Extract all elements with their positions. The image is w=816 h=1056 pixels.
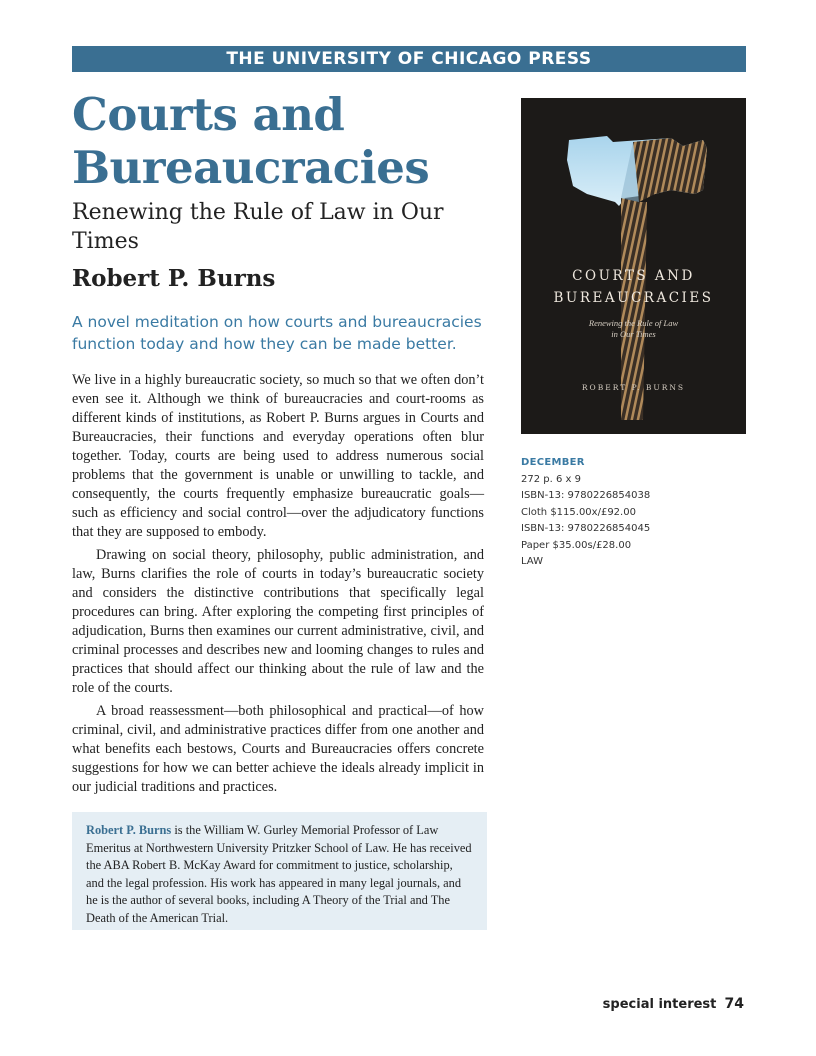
description-paragraph-2: Drawing on social theory, philosophy, public administration, and law, Burns clarifies the role of courts in today’s bureaucratic society and considers the distinctive contributions that specifically legal procedures can bring. After exploring the competing first principles of adjudication, Burns then examines our current administrative, civil, and criminal processes and describes new and looming changes to rules and practices that should affect our thinking about the rule of law and the role of the courts. — [72, 547, 484, 696]
description-paragraph-3: A broad reassessment—both philosophical and practical—of how criminal, civil, and administrative practices differ from one another and what benefits each bestows, Courts and Bureaucracies offers concrete suggestions for how we can better achieve the ideals already implicit in our judicial traditions and practices. — [72, 703, 484, 795]
bio-text: is the William W. Gurley Memorial Professor of Law Emeritus at Northwestern University Pritzker School of Law. He has received the ABA Robert B. McKay Award for commitment to justice, scholarship, and the legal profession. His work has appeared in many legal journals, and he is the author of several books, including A Theory of the Trial and The Death of the American Trial. — [86, 823, 472, 925]
book-description — [72, 371, 484, 801]
page-number: 74 — [724, 996, 744, 1012]
publication-month: DECEMBER — [521, 457, 585, 468]
book-subtitle: Renewing the Rule of Law in Our Times — [72, 200, 444, 254]
cover-title-line-2: BUREAUCRACIES — [553, 290, 714, 306]
book-author: Robert P. Burns — [72, 265, 276, 292]
isbn-paper: ISBN-13: 9780226854045 — [521, 523, 651, 534]
isbn-cloth: ISBN-13: 9780226854038 — [521, 490, 651, 501]
paper-price: Paper $35.00s/£28.00 — [521, 539, 632, 551]
footer-section: special interest — [602, 997, 717, 1012]
author-bio-box — [72, 812, 487, 930]
cloth-price: Cloth $115.00x/£92.00 — [521, 506, 636, 518]
description-paragraph-1: We live in a highly bureaucratic society, so much so that we often don’t even see it. Although we think of bureaucracies and court-rooms as different kinds of institutions, as Robert P. Burns argues in Courts and Bureaucracies, their functions and everyday operations often blur together. Today, courts are being used to address numerous social problems that the government is unable or unwilling to tackle, and consequently, the courts frequently emphasize bureaucratic goals—such as efficiency and social control—over the adjudicatory functions that they are supposed to embody. — [72, 372, 484, 540]
book-cover — [521, 98, 746, 434]
publication-details — [521, 455, 746, 571]
page-count: 272 p. 6 x 9 — [521, 473, 581, 485]
cover-subtitle-line-1: Renewing the Rule of Law — [588, 318, 679, 328]
page-footer — [603, 996, 744, 1012]
book-tagline: A novel meditation on how courts and bureaucracies function today and how they can be made better. — [72, 313, 482, 353]
subject-category: LAW — [521, 556, 543, 567]
cover-author: ROBERT P. BURNS — [581, 383, 686, 392]
cover-subtitle-line-2: in Our Times — [611, 329, 656, 339]
bio-author-name: Robert P. Burns — [86, 823, 172, 837]
book-title: Courts and Bureaucracies — [72, 88, 430, 194]
cover-title-line-1: COURTS AND — [572, 268, 695, 284]
publisher-banner: THE UNIVERSITY OF CHICAGO PRESS — [72, 46, 746, 72]
